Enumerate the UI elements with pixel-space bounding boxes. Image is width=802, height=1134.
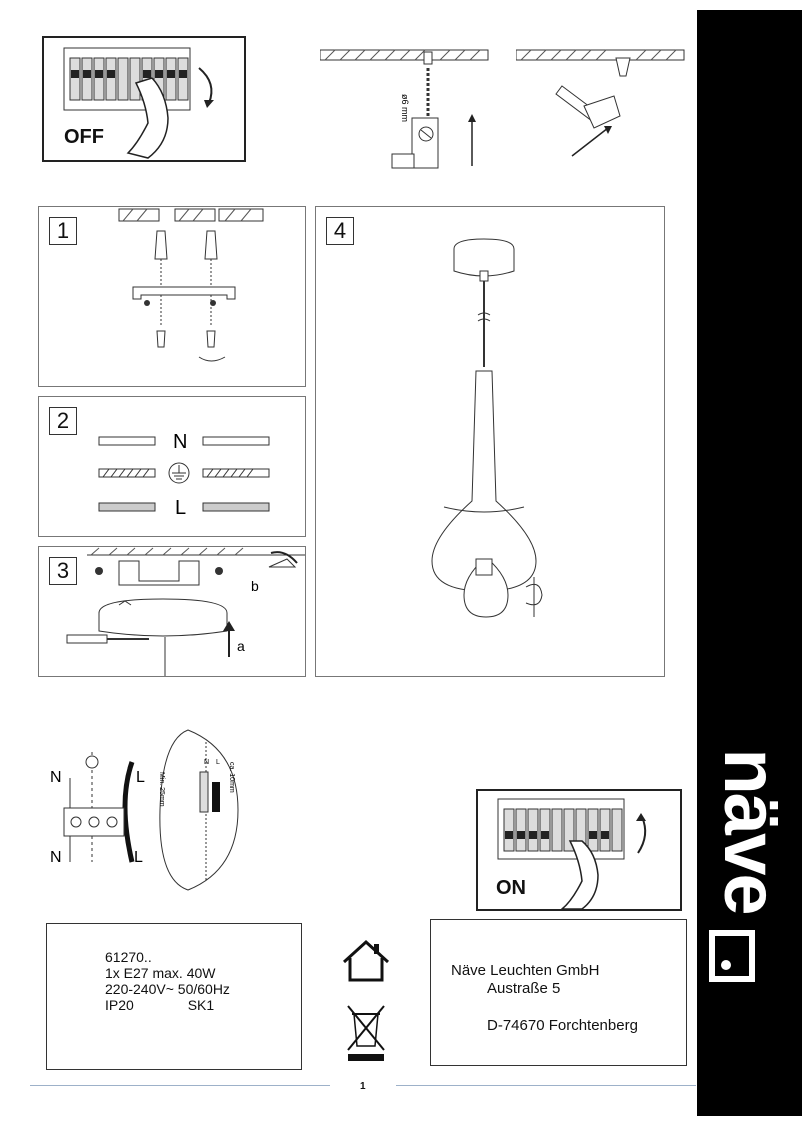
step-1-number: 1 — [49, 217, 77, 245]
spec-voltage: 220-240V~ 50/60Hz — [105, 981, 230, 997]
spec-model: 61270.. — [105, 949, 152, 965]
terminal-l-top: L — [136, 769, 145, 786]
breaker-off-panel — [42, 36, 246, 162]
brand-logo-text: näve — [708, 748, 793, 914]
footer-line-right — [396, 1085, 696, 1086]
wire-l-label: L — [175, 497, 187, 519]
brand-logo — [708, 726, 793, 936]
step-4-number: 4 — [326, 217, 354, 245]
step-2-number: 2 — [49, 407, 77, 435]
brand-square-mark — [709, 930, 755, 982]
step-4-panel — [315, 206, 665, 677]
specification-box — [46, 923, 302, 1070]
step3-a-label: a — [237, 638, 245, 654]
on-label: ON — [496, 877, 526, 899]
page-number: 1 — [360, 1081, 366, 1092]
step-2-panel — [38, 396, 306, 537]
step-3-panel — [38, 546, 306, 677]
hammer-illustration — [516, 46, 686, 166]
spec-class: SK1 — [187, 997, 215, 1013]
company-city: D-74670 Forchtenberg — [487, 1017, 638, 1034]
inset-l-label: L — [216, 759, 220, 766]
step-3-number: 3 — [49, 557, 77, 585]
brand-sidebar — [697, 10, 802, 1116]
company-address-box — [430, 919, 687, 1066]
breaker-on-panel — [476, 789, 682, 911]
off-label: OFF — [64, 126, 104, 148]
spec-protection — [105, 997, 230, 1013]
compliance-symbols — [338, 938, 398, 1068]
inset-min-label: Min. 25mm — [158, 772, 165, 807]
terminal-n-bottom: N — [50, 849, 62, 866]
step-1-panel — [38, 206, 306, 387]
spec-ip: IP20 — [105, 997, 134, 1013]
bracket-mounting-illustration — [39, 207, 305, 386]
company-name: Näve Leuchten GmbH — [451, 962, 600, 979]
wire-n-label: N — [173, 431, 188, 453]
terminal-n-top: N — [50, 769, 62, 786]
spec-lamp: 1x E27 max. 40W — [105, 965, 216, 981]
wire-connection-illustration — [39, 397, 305, 536]
inset-strip-label: ca. 10mm — [228, 762, 235, 793]
pendant-lamp-illustration — [316, 207, 664, 676]
inset-n-label: N — [204, 759, 210, 766]
canopy-fixing-illustration — [39, 547, 305, 676]
company-street: Austraße 5 — [487, 980, 561, 997]
drill-size-label: ø6 mm — [400, 94, 410, 122]
drill-illustration — [320, 46, 490, 176]
indoor-use-icon — [344, 942, 388, 980]
weee-bin-icon — [348, 1006, 384, 1061]
footer-line-left — [30, 1085, 330, 1086]
terminal-l-bottom: L — [134, 849, 143, 866]
wire-strip-inset — [148, 722, 248, 892]
step3-b-label: b — [251, 578, 259, 594]
